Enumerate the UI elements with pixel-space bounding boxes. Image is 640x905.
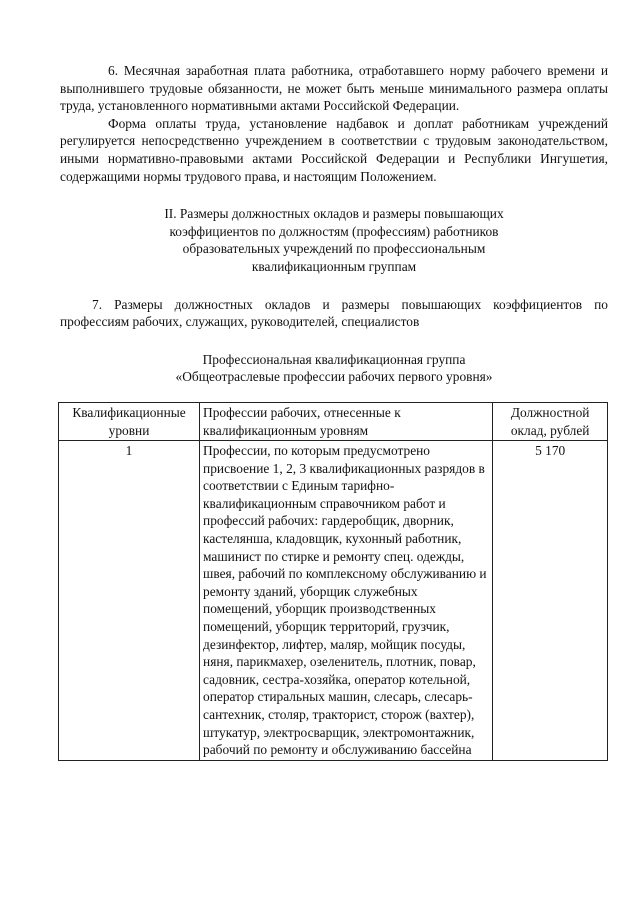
group-title-line: «Общеотраслевые профессии рабочих первого уровня» — [175, 369, 493, 385]
header-salary: Должностной оклад, рублей — [493, 402, 608, 440]
section-title — [60, 205, 608, 275]
cell-professions: Профессии, по которым предусмотрено присвоение 1, 2, 3 квалификационных разрядов в соответствии с Единым тарифно-квалификационным справочником работ и профессий рабочих: гардеробщик, дворник, кастелянша, кладовщик, кухонный работник, машинист по стирке и ремонту спец. одежды, швея, рабочий по комплексному обслуживанию и ремонту зданий, уборщик служебных помещений, уборщик производственных помещений, уборщик территорий, грузчик, дезинфектор, лифтер, маляр, мойщик посуды, няня, парикмахер, озеленитель, плотник, повар, садовник, сестра-хозяйка, оператор котельной, оператор стиральных машин, слесарь, слесарь-сантехник, столяр, тракторист, сторож (вахтер), штукатур, электросварщик, электромонтажник, рабочий по ремонту и обслуживанию бассейна — [200, 441, 493, 761]
section-title-line: коэффициентов по должностям (профессиям) работников — [169, 223, 499, 239]
header-professions: Профессии рабочих, отнесенные к квалификационным уровням — [200, 402, 493, 440]
paragraph-pay-form: Форма оплаты труда, установление надбавок и доплат работникам учреждений регулируется непосредственно учреждением в соответствии с трудовым законодательством, иными нормативно-правовыми актами Российской Федерации и Республики Ингушетия, содержащими нормы трудового права, и настоящим Положением. — [60, 115, 608, 184]
section-title-line: образовательных учреждений по профессиональным — [182, 241, 486, 257]
table-header-row — [59, 402, 608, 440]
header-levels: Квалификационные уровни — [59, 402, 200, 440]
qualification-group-title — [60, 351, 608, 386]
cell-level: 1 — [59, 441, 200, 761]
paragraph-7: 7. Размеры должностных окладов и размеры повышающих коэффициентов по профессиям рабочих, служащих, руководителей, специалистов — [60, 296, 608, 330]
group-title-line: Профессиональная квалификационная группа — [202, 351, 466, 367]
document-page — [60, 62, 608, 761]
paragraph-6: 6. Месячная заработная плата работника, отработавшего норму рабочего времени и выполнившего трудовые обязанности, не может быть меньше минимального размера оплаты труда, установленного нормативными актами Российской Федерации. — [60, 63, 608, 114]
salary-table — [58, 402, 608, 761]
section-title-line: квалификационным группам — [251, 258, 417, 274]
section-title-line: II. Размеры должностных окладов и размеры повышающих — [164, 206, 504, 222]
table-row — [59, 441, 608, 761]
cell-salary: 5 170 — [493, 441, 608, 761]
